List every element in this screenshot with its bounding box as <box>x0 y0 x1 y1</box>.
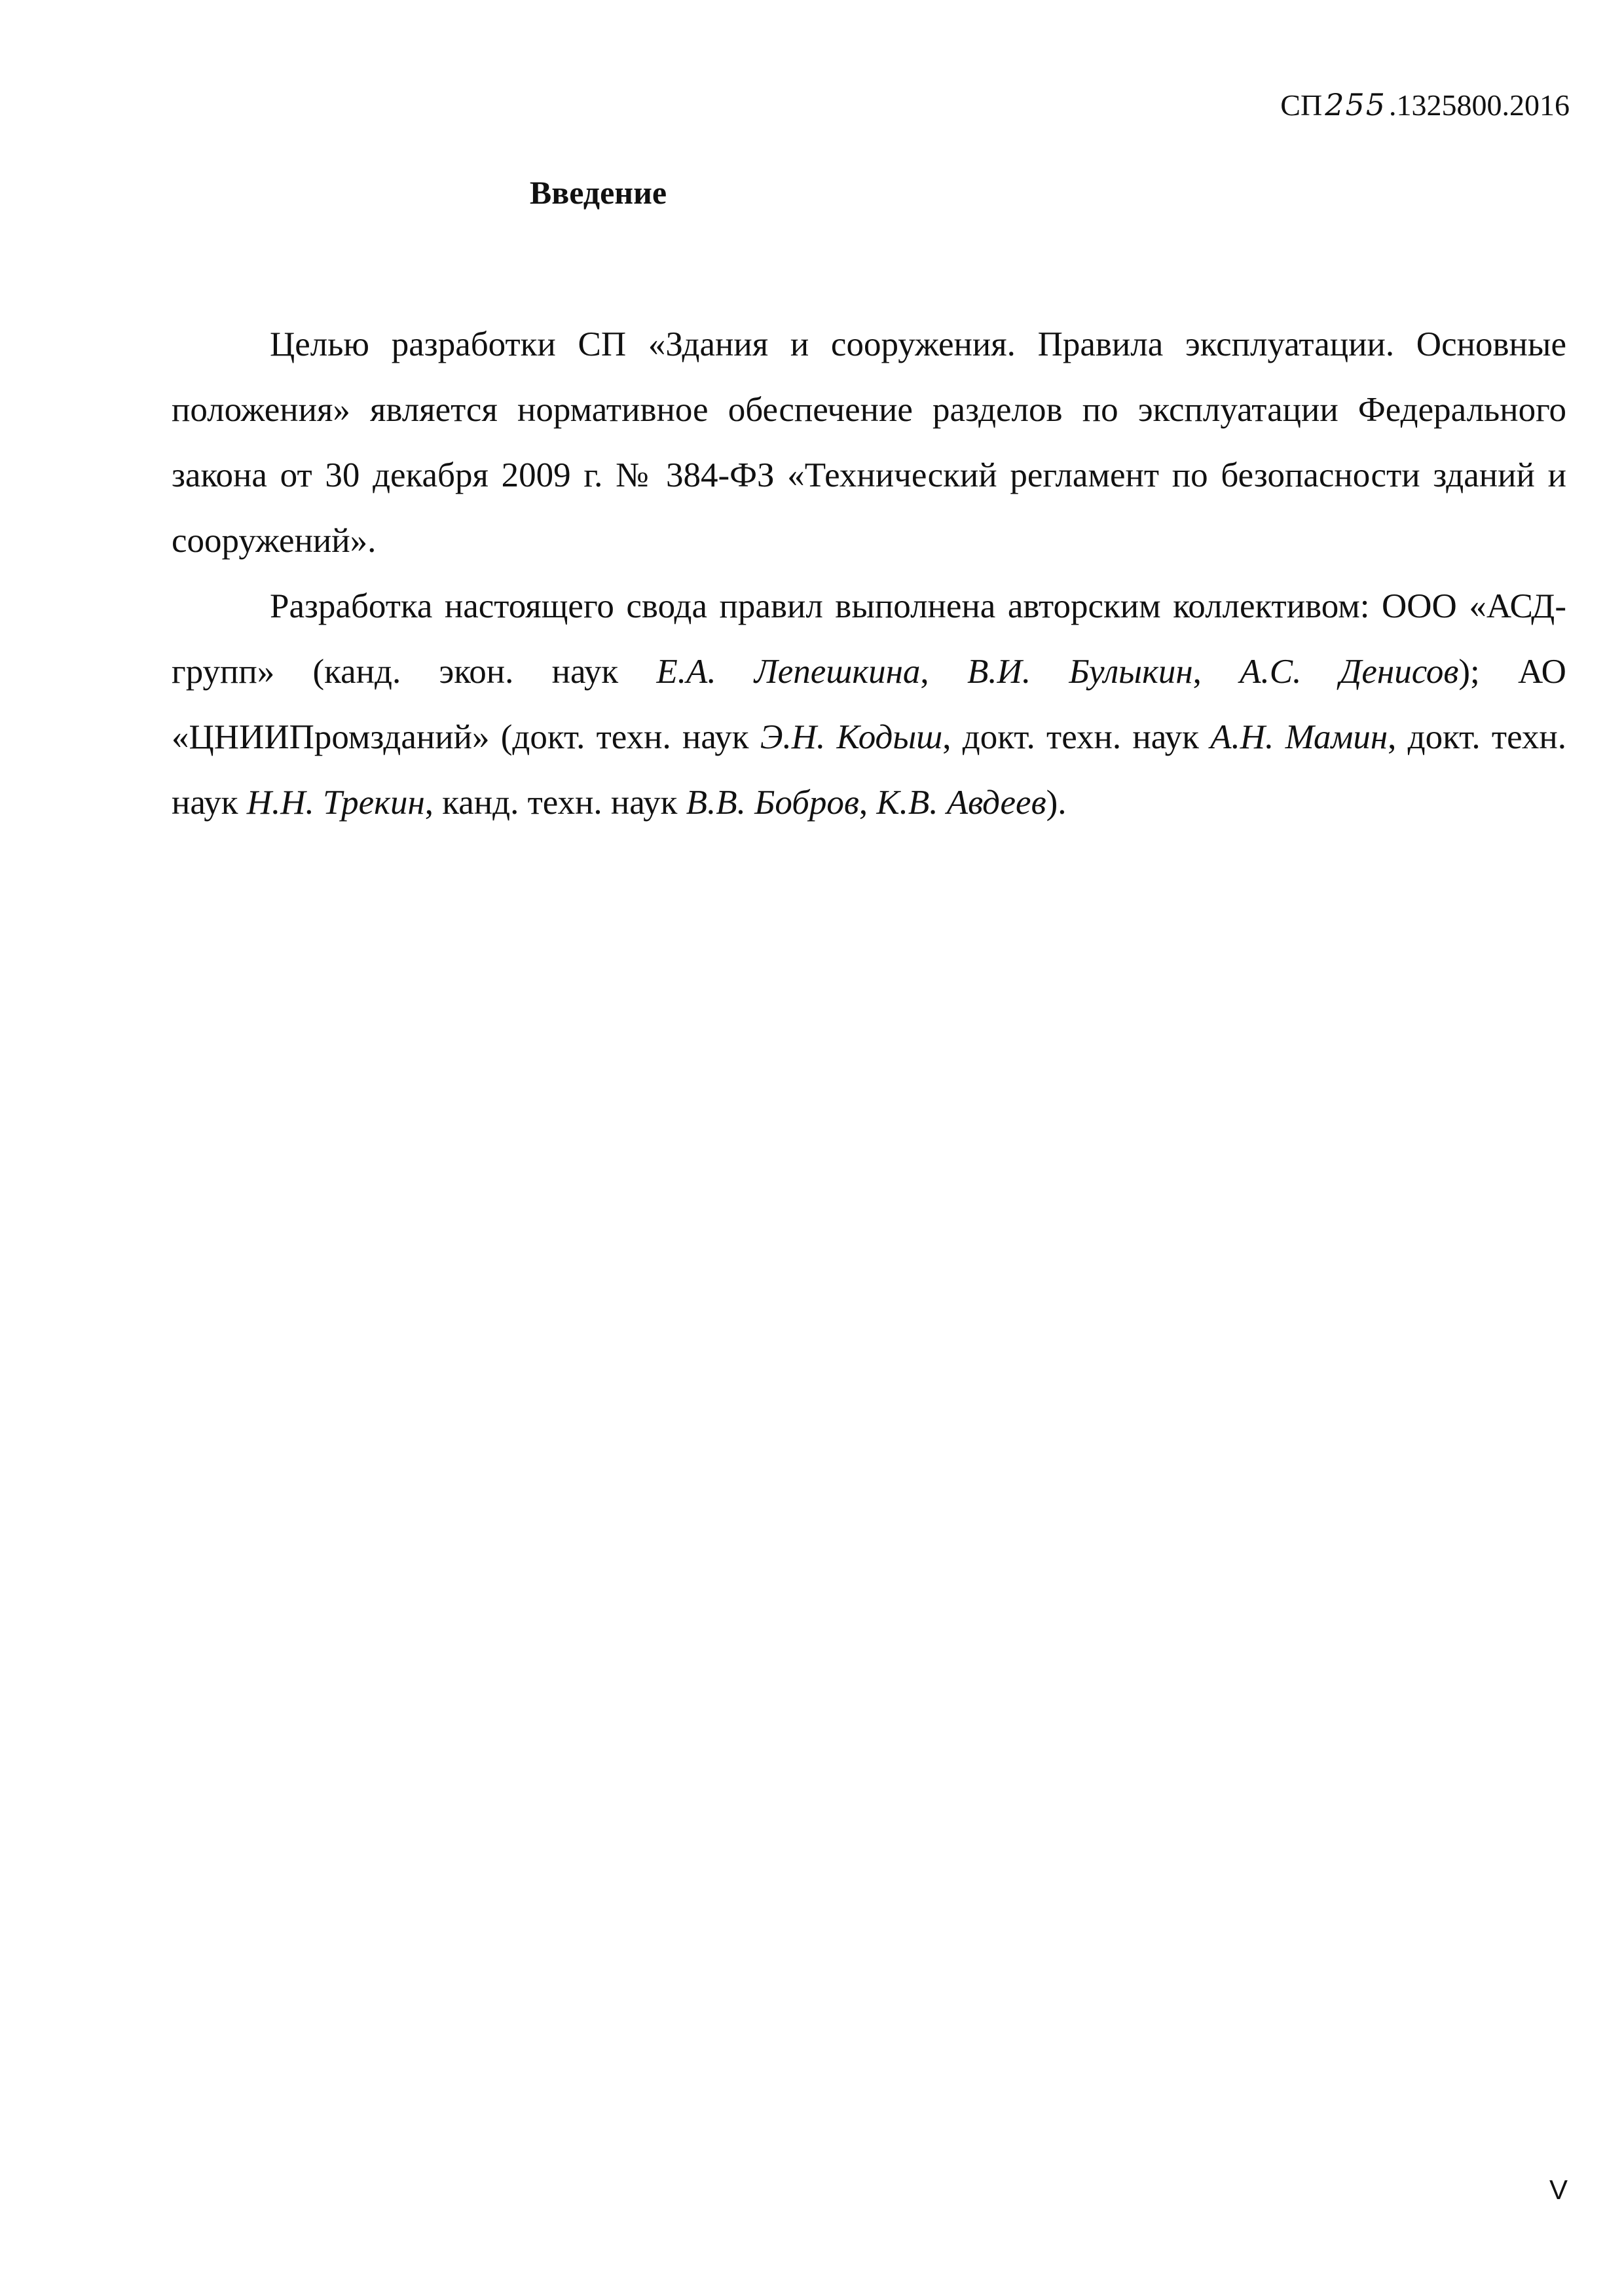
document-code-prefix: СП <box>1280 88 1323 122</box>
author-name: Э.Н. Кодыш <box>760 718 943 756</box>
separator: , <box>920 653 967 691</box>
body-text <box>172 312 1566 835</box>
author-name: В.В. Бобров <box>686 784 859 822</box>
author-name: В.И. Булыкин <box>967 653 1193 691</box>
authors-text: , докт. техн. наук <box>942 718 1211 756</box>
handwritten-number: 255 <box>1325 87 1386 122</box>
document-code-suffix: .1325800.2016 <box>1389 88 1570 122</box>
authors-text: , докт. техн. наук <box>172 718 1567 822</box>
authors-text: , канд. техн. наук <box>424 784 686 822</box>
author-name: К.В. Авдеев <box>876 784 1046 822</box>
section-title: Введение <box>529 174 667 211</box>
author-name: А.С. Денисов <box>1240 653 1459 691</box>
paragraph-authors <box>172 574 1566 835</box>
authors-text: Разработка настоящего свода правил выполнена авторским коллективом: ООО «АСД-групп» (канд. экон. наук <box>172 587 1566 691</box>
author-name: А.Н. Мамин <box>1210 718 1388 756</box>
author-name: Н.Н. Трекин <box>246 784 425 822</box>
separator: , <box>858 784 877 822</box>
paragraph-purpose: Целью разработки СП «Здания и сооружения. Правила эксплуатации. Основные положения» является нормативное обеспечение разделов по эксплуатации Федерального закона от 30 декабря 2009 г. № 384-ФЗ «Технический регламент по безопасности зданий и сооружений». <box>172 325 1566 560</box>
author-name: Е.А. Лепешкина <box>656 653 921 691</box>
page-number: V <box>1549 2174 1568 2205</box>
authors-text: ); АО «ЦНИИПромзданий» (докт. техн. наук <box>172 653 1566 756</box>
separator: , <box>1192 653 1240 691</box>
authors-text: ). <box>1046 784 1067 822</box>
document-code <box>1280 84 1570 126</box>
